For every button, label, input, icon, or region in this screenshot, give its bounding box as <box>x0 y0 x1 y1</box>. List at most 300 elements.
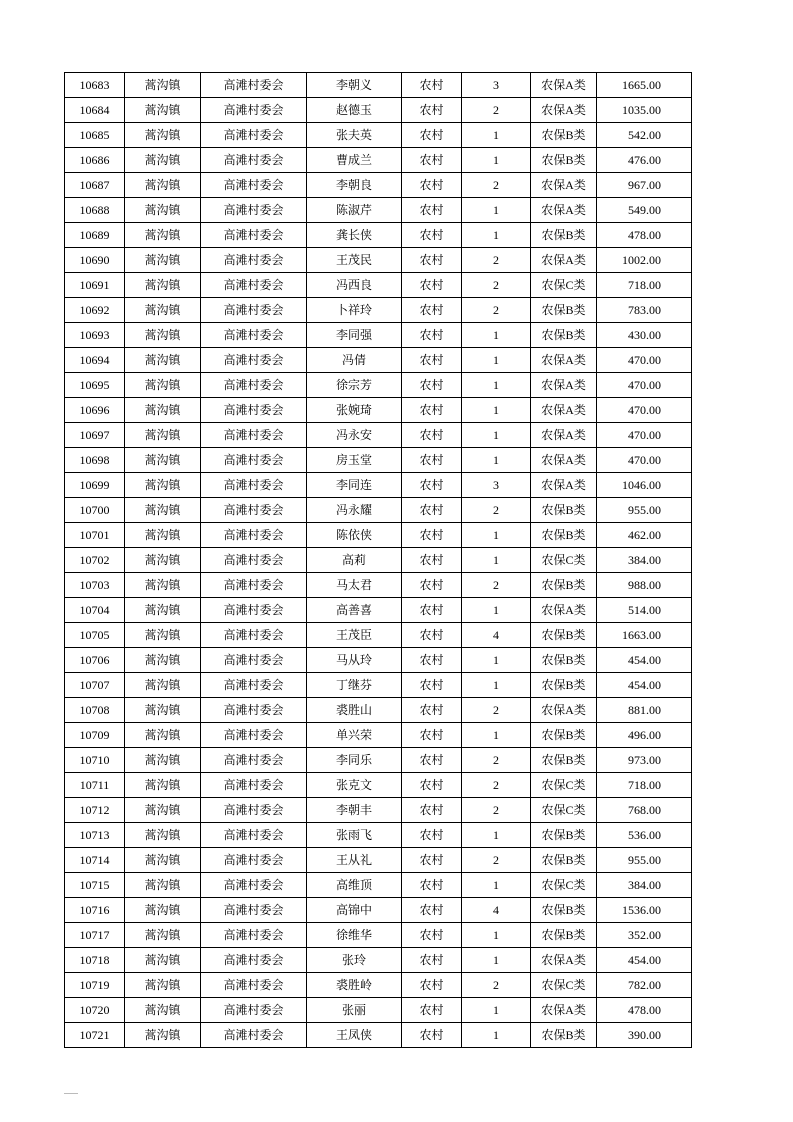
table-cell-amount: 967.00 <box>597 173 692 198</box>
table-cell-category: 农保B类 <box>531 223 597 248</box>
table-cell-count: 1 <box>462 448 531 473</box>
table-cell-amount: 478.00 <box>597 998 692 1023</box>
table-cell-amount: 470.00 <box>597 448 692 473</box>
table-cell-name: 龚长侠 <box>307 223 402 248</box>
table-cell-name: 王凤侠 <box>307 1023 402 1048</box>
table-cell-name: 徐维华 <box>307 923 402 948</box>
table-cell-count: 2 <box>462 173 531 198</box>
table-cell-village: 高滩村委会 <box>201 698 307 723</box>
table-cell-village: 高滩村委会 <box>201 923 307 948</box>
table-cell-name: 高锦中 <box>307 898 402 923</box>
table-cell-category: 农保A类 <box>531 448 597 473</box>
table-cell-category: 农保A类 <box>531 698 597 723</box>
table-cell-town: 蒿沟镇 <box>125 823 201 848</box>
table-cell-name: 马太君 <box>307 573 402 598</box>
table-cell-town: 蒿沟镇 <box>125 298 201 323</box>
table-cell-count: 2 <box>462 698 531 723</box>
table-cell-town: 蒿沟镇 <box>125 123 201 148</box>
table-cell-town: 蒿沟镇 <box>125 998 201 1023</box>
table-cell-village: 高滩村委会 <box>201 948 307 973</box>
table-cell-name: 张丽 <box>307 998 402 1023</box>
table-cell-village: 高滩村委会 <box>201 648 307 673</box>
table-cell-village: 高滩村委会 <box>201 98 307 123</box>
table-cell-id: 10691 <box>65 273 125 298</box>
table-cell-count: 2 <box>462 573 531 598</box>
table-cell-category: 农保B类 <box>531 323 597 348</box>
table-cell-category: 农保B类 <box>531 623 597 648</box>
table-row <box>65 923 692 948</box>
table-cell-count: 2 <box>462 773 531 798</box>
table-cell-village: 高滩村委会 <box>201 323 307 348</box>
table-cell-id: 10703 <box>65 573 125 598</box>
table-row <box>65 98 692 123</box>
table-row <box>65 273 692 298</box>
table-cell-id: 10718 <box>65 948 125 973</box>
table-cell-amount: 718.00 <box>597 273 692 298</box>
table-cell-town: 蒿沟镇 <box>125 923 201 948</box>
table-cell-count: 4 <box>462 898 531 923</box>
table-cell-name: 单兴荣 <box>307 723 402 748</box>
table-cell-category: 农保B类 <box>531 523 597 548</box>
table-cell-count: 1 <box>462 948 531 973</box>
table-cell-id: 10709 <box>65 723 125 748</box>
table-row <box>65 73 692 98</box>
table-cell-id: 10711 <box>65 773 125 798</box>
table-row <box>65 548 692 573</box>
table-cell-amount: 973.00 <box>597 748 692 773</box>
next-page-table-edge <box>64 1093 78 1094</box>
table-cell-village: 高滩村委会 <box>201 1023 307 1048</box>
table-cell-amount: 470.00 <box>597 373 692 398</box>
table-cell-residence: 农村 <box>402 573 462 598</box>
table-cell-residence: 农村 <box>402 898 462 923</box>
table-cell-amount: 470.00 <box>597 423 692 448</box>
table-cell-id: 10714 <box>65 848 125 873</box>
table-cell-category: 农保C类 <box>531 273 597 298</box>
table-cell-amount: 536.00 <box>597 823 692 848</box>
table-cell-name: 王茂臣 <box>307 623 402 648</box>
table-cell-amount: 384.00 <box>597 873 692 898</box>
table-cell-residence: 农村 <box>402 798 462 823</box>
table-cell-count: 2 <box>462 798 531 823</box>
table-cell-id: 10701 <box>65 523 125 548</box>
table-cell-category: 农保B类 <box>531 823 597 848</box>
table-cell-residence: 农村 <box>402 98 462 123</box>
table-cell-amount: 514.00 <box>597 598 692 623</box>
table-cell-category: 农保A类 <box>531 398 597 423</box>
table-cell-amount: 1046.00 <box>597 473 692 498</box>
table-cell-name: 张婉琦 <box>307 398 402 423</box>
table-cell-town: 蒿沟镇 <box>125 248 201 273</box>
table-row <box>65 323 692 348</box>
table-cell-id: 10684 <box>65 98 125 123</box>
table-cell-village: 高滩村委会 <box>201 573 307 598</box>
table-cell-residence: 农村 <box>402 948 462 973</box>
table-cell-count: 1 <box>462 198 531 223</box>
table-cell-town: 蒿沟镇 <box>125 73 201 98</box>
table-cell-residence: 农村 <box>402 423 462 448</box>
table-cell-residence: 农村 <box>402 373 462 398</box>
table-cell-id: 10683 <box>65 73 125 98</box>
table-cell-name: 陈淑芹 <box>307 198 402 223</box>
table-cell-id: 10685 <box>65 123 125 148</box>
table-cell-town: 蒿沟镇 <box>125 373 201 398</box>
table-cell-category: 农保C类 <box>531 873 597 898</box>
table-cell-village: 高滩村委会 <box>201 548 307 573</box>
table-cell-id: 10719 <box>65 973 125 998</box>
table-cell-category: 农保B类 <box>531 298 597 323</box>
table-row <box>65 648 692 673</box>
table-cell-id: 10708 <box>65 698 125 723</box>
table-cell-village: 高滩村委会 <box>201 848 307 873</box>
table-cell-residence: 农村 <box>402 873 462 898</box>
table-cell-residence: 农村 <box>402 698 462 723</box>
table-cell-count: 1 <box>462 548 531 573</box>
table-cell-residence: 农村 <box>402 323 462 348</box>
table-cell-id: 10712 <box>65 798 125 823</box>
table-cell-amount: 454.00 <box>597 648 692 673</box>
table-cell-town: 蒿沟镇 <box>125 198 201 223</box>
table-cell-category: 农保C类 <box>531 973 597 998</box>
table-row <box>65 573 692 598</box>
table-cell-name: 裘胜山 <box>307 698 402 723</box>
table-cell-amount: 454.00 <box>597 948 692 973</box>
table-cell-village: 高滩村委会 <box>201 898 307 923</box>
table-cell-town: 蒿沟镇 <box>125 648 201 673</box>
table-cell-name: 冯西良 <box>307 273 402 298</box>
table-cell-village: 高滩村委会 <box>201 523 307 548</box>
table-cell-count: 3 <box>462 473 531 498</box>
table-cell-residence: 农村 <box>402 773 462 798</box>
table-row <box>65 173 692 198</box>
table-row <box>65 448 692 473</box>
table-cell-residence: 农村 <box>402 473 462 498</box>
table-cell-village: 高滩村委会 <box>201 473 307 498</box>
table-cell-id: 10695 <box>65 373 125 398</box>
table-cell-count: 2 <box>462 248 531 273</box>
table-cell-category: 农保A类 <box>531 73 597 98</box>
table-row <box>65 223 692 248</box>
table-cell-village: 高滩村委会 <box>201 873 307 898</box>
table-cell-name: 高善喜 <box>307 598 402 623</box>
table-cell-id: 10717 <box>65 923 125 948</box>
table-cell-id: 10696 <box>65 398 125 423</box>
table-row <box>65 873 692 898</box>
table-cell-name: 冯倩 <box>307 348 402 373</box>
table-cell-residence: 农村 <box>402 448 462 473</box>
table-cell-amount: 955.00 <box>597 498 692 523</box>
table-cell-town: 蒿沟镇 <box>125 748 201 773</box>
table-cell-residence: 农村 <box>402 73 462 98</box>
table-cell-residence: 农村 <box>402 148 462 173</box>
table-cell-count: 1 <box>462 148 531 173</box>
table-cell-amount: 955.00 <box>597 848 692 873</box>
table-cell-count: 1 <box>462 123 531 148</box>
table-row <box>65 423 692 448</box>
table-cell-name: 冯永安 <box>307 423 402 448</box>
table-cell-amount: 542.00 <box>597 123 692 148</box>
table-cell-village: 高滩村委会 <box>201 223 307 248</box>
table-cell-residence: 农村 <box>402 648 462 673</box>
table-cell-name: 马从玲 <box>307 648 402 673</box>
table-cell-village: 高滩村委会 <box>201 448 307 473</box>
table-cell-name: 冯永耀 <box>307 498 402 523</box>
table-cell-name: 李同强 <box>307 323 402 348</box>
table-cell-category: 农保A类 <box>531 423 597 448</box>
table-row <box>65 748 692 773</box>
table-cell-town: 蒿沟镇 <box>125 348 201 373</box>
table-cell-name: 李同乐 <box>307 748 402 773</box>
table-cell-category: 农保B类 <box>531 923 597 948</box>
table-row <box>65 723 692 748</box>
table-cell-amount: 470.00 <box>597 398 692 423</box>
table-cell-category: 农保B类 <box>531 573 597 598</box>
table-cell-id: 10692 <box>65 298 125 323</box>
table-cell-name: 李朝义 <box>307 73 402 98</box>
table-cell-residence: 农村 <box>402 923 462 948</box>
table-cell-town: 蒿沟镇 <box>125 873 201 898</box>
table-cell-category: 农保A类 <box>531 473 597 498</box>
table-row <box>65 348 692 373</box>
table-cell-town: 蒿沟镇 <box>125 223 201 248</box>
table-cell-residence: 农村 <box>402 1023 462 1048</box>
table-cell-village: 高滩村委会 <box>201 748 307 773</box>
table-cell-category: 农保B类 <box>531 748 597 773</box>
table-cell-village: 高滩村委会 <box>201 798 307 823</box>
table-cell-count: 2 <box>462 273 531 298</box>
table-cell-town: 蒿沟镇 <box>125 173 201 198</box>
table-cell-category: 农保B类 <box>531 498 597 523</box>
table-cell-residence: 农村 <box>402 998 462 1023</box>
table-cell-id: 10702 <box>65 548 125 573</box>
table-cell-amount: 988.00 <box>597 573 692 598</box>
table-cell-residence: 农村 <box>402 348 462 373</box>
table-cell-count: 2 <box>462 298 531 323</box>
table-cell-residence: 农村 <box>402 623 462 648</box>
table-cell-category: 农保B类 <box>531 148 597 173</box>
table-cell-id: 10694 <box>65 348 125 373</box>
table-cell-id: 10715 <box>65 873 125 898</box>
table-cell-residence: 农村 <box>402 273 462 298</box>
table-cell-town: 蒿沟镇 <box>125 723 201 748</box>
table-cell-residence: 农村 <box>402 173 462 198</box>
table-cell-category: 农保B类 <box>531 123 597 148</box>
table-cell-count: 1 <box>462 648 531 673</box>
table-cell-id: 10721 <box>65 1023 125 1048</box>
table-cell-amount: 476.00 <box>597 148 692 173</box>
table-cell-village: 高滩村委会 <box>201 198 307 223</box>
table-cell-village: 高滩村委会 <box>201 123 307 148</box>
table-cell-village: 高滩村委会 <box>201 373 307 398</box>
table-cell-id: 10687 <box>65 173 125 198</box>
table-cell-id: 10690 <box>65 248 125 273</box>
table-cell-amount: 478.00 <box>597 223 692 248</box>
table-cell-category: 农保B类 <box>531 898 597 923</box>
table-cell-residence: 农村 <box>402 598 462 623</box>
table-cell-id: 10700 <box>65 498 125 523</box>
table-cell-count: 1 <box>462 673 531 698</box>
table-cell-residence: 农村 <box>402 398 462 423</box>
table-cell-residence: 农村 <box>402 723 462 748</box>
table-cell-residence: 农村 <box>402 548 462 573</box>
table-cell-village: 高滩村委会 <box>201 973 307 998</box>
table-cell-amount: 1536.00 <box>597 898 692 923</box>
table-cell-town: 蒿沟镇 <box>125 323 201 348</box>
table-cell-count: 2 <box>462 98 531 123</box>
table-cell-town: 蒿沟镇 <box>125 473 201 498</box>
table-cell-name: 张克文 <box>307 773 402 798</box>
table-row <box>65 598 692 623</box>
table-cell-town: 蒿沟镇 <box>125 398 201 423</box>
table-cell-id: 10698 <box>65 448 125 473</box>
table-cell-name: 张玲 <box>307 948 402 973</box>
table-cell-name: 房玉堂 <box>307 448 402 473</box>
table-row <box>65 498 692 523</box>
table-cell-id: 10704 <box>65 598 125 623</box>
table-cell-residence: 农村 <box>402 198 462 223</box>
table-cell-town: 蒿沟镇 <box>125 548 201 573</box>
table-cell-count: 1 <box>462 823 531 848</box>
table-cell-amount: 470.00 <box>597 348 692 373</box>
table-cell-village: 高滩村委会 <box>201 773 307 798</box>
table-cell-village: 高滩村委会 <box>201 148 307 173</box>
table-cell-id: 10705 <box>65 623 125 648</box>
table-cell-category: 农保B类 <box>531 673 597 698</box>
table-cell-amount: 454.00 <box>597 673 692 698</box>
table-row <box>65 298 692 323</box>
table-row <box>65 248 692 273</box>
table-cell-id: 10707 <box>65 673 125 698</box>
table-row <box>65 673 692 698</box>
table-cell-town: 蒿沟镇 <box>125 523 201 548</box>
table-cell-town: 蒿沟镇 <box>125 948 201 973</box>
table-cell-category: 农保A类 <box>531 598 597 623</box>
table-cell-count: 4 <box>462 623 531 648</box>
table-cell-category: 农保A类 <box>531 373 597 398</box>
table-cell-name: 李同连 <box>307 473 402 498</box>
table-cell-name: 赵德玉 <box>307 98 402 123</box>
table-row <box>65 973 692 998</box>
table-cell-id: 10686 <box>65 148 125 173</box>
table-cell-town: 蒿沟镇 <box>125 498 201 523</box>
table-cell-town: 蒿沟镇 <box>125 798 201 823</box>
table-cell-amount: 462.00 <box>597 523 692 548</box>
table-cell-name: 王茂民 <box>307 248 402 273</box>
table-cell-count: 1 <box>462 423 531 448</box>
table-cell-amount: 881.00 <box>597 698 692 723</box>
table-cell-category: 农保A类 <box>531 348 597 373</box>
table-cell-town: 蒿沟镇 <box>125 598 201 623</box>
table-cell-count: 1 <box>462 323 531 348</box>
table-cell-town: 蒿沟镇 <box>125 773 201 798</box>
table-row <box>65 473 692 498</box>
table-cell-town: 蒿沟镇 <box>125 698 201 723</box>
table-cell-name: 高莉 <box>307 548 402 573</box>
table-cell-village: 高滩村委会 <box>201 348 307 373</box>
table-cell-amount: 718.00 <box>597 773 692 798</box>
table-cell-name: 张夫英 <box>307 123 402 148</box>
table-row <box>65 798 692 823</box>
table-cell-town: 蒿沟镇 <box>125 1023 201 1048</box>
table-cell-amount: 783.00 <box>597 298 692 323</box>
table-row <box>65 373 692 398</box>
table-cell-name: 张雨飞 <box>307 823 402 848</box>
table-row <box>65 198 692 223</box>
table-cell-category: 农保A类 <box>531 98 597 123</box>
table-cell-town: 蒿沟镇 <box>125 573 201 598</box>
table-cell-id: 10697 <box>65 423 125 448</box>
table-cell-village: 高滩村委会 <box>201 498 307 523</box>
table-cell-name: 卜祥玲 <box>307 298 402 323</box>
table-cell-count: 1 <box>462 398 531 423</box>
table-cell-count: 1 <box>462 923 531 948</box>
table-cell-count: 1 <box>462 223 531 248</box>
table-cell-town: 蒿沟镇 <box>125 98 201 123</box>
table-cell-id: 10720 <box>65 998 125 1023</box>
table-cell-town: 蒿沟镇 <box>125 898 201 923</box>
table-cell-name: 曹成兰 <box>307 148 402 173</box>
data-table <box>64 72 692 1048</box>
table-cell-id: 10689 <box>65 223 125 248</box>
table-row <box>65 148 692 173</box>
table-cell-town: 蒿沟镇 <box>125 973 201 998</box>
table-cell-category: 农保A类 <box>531 998 597 1023</box>
table-cell-town: 蒿沟镇 <box>125 448 201 473</box>
table-cell-village: 高滩村委会 <box>201 423 307 448</box>
table-cell-village: 高滩村委会 <box>201 823 307 848</box>
table-cell-village: 高滩村委会 <box>201 623 307 648</box>
table-cell-category: 农保B类 <box>531 848 597 873</box>
table-cell-town: 蒿沟镇 <box>125 148 201 173</box>
table-cell-residence: 农村 <box>402 248 462 273</box>
table-cell-category: 农保C类 <box>531 548 597 573</box>
table-cell-town: 蒿沟镇 <box>125 848 201 873</box>
table-cell-count: 1 <box>462 873 531 898</box>
table-cell-name: 王从礼 <box>307 848 402 873</box>
table-cell-count: 1 <box>462 348 531 373</box>
table-cell-residence: 农村 <box>402 748 462 773</box>
table-cell-residence: 农村 <box>402 123 462 148</box>
table-cell-category: 农保C类 <box>531 773 597 798</box>
table-cell-name: 徐宗芳 <box>307 373 402 398</box>
table-cell-town: 蒿沟镇 <box>125 423 201 448</box>
table-cell-id: 10710 <box>65 748 125 773</box>
table-cell-amount: 496.00 <box>597 723 692 748</box>
table-cell-id: 10688 <box>65 198 125 223</box>
table-cell-category: 农保A类 <box>531 948 597 973</box>
table-row <box>65 1023 692 1048</box>
table-cell-amount: 1002.00 <box>597 248 692 273</box>
table-cell-amount: 1035.00 <box>597 98 692 123</box>
table-cell-id: 10716 <box>65 898 125 923</box>
table-cell-amount: 782.00 <box>597 973 692 998</box>
table-cell-name: 陈依侠 <box>307 523 402 548</box>
table-cell-town: 蒿沟镇 <box>125 273 201 298</box>
table-cell-id: 10693 <box>65 323 125 348</box>
table-cell-count: 2 <box>462 498 531 523</box>
table-cell-amount: 430.00 <box>597 323 692 348</box>
table-cell-category: 农保A类 <box>531 173 597 198</box>
table-cell-village: 高滩村委会 <box>201 998 307 1023</box>
table-cell-town: 蒿沟镇 <box>125 623 201 648</box>
table-cell-count: 1 <box>462 723 531 748</box>
table-cell-id: 10713 <box>65 823 125 848</box>
table-cell-residence: 农村 <box>402 498 462 523</box>
table-cell-category: 农保B类 <box>531 1023 597 1048</box>
table-body <box>65 73 692 1048</box>
table-row <box>65 523 692 548</box>
table-cell-category: 农保B类 <box>531 723 597 748</box>
